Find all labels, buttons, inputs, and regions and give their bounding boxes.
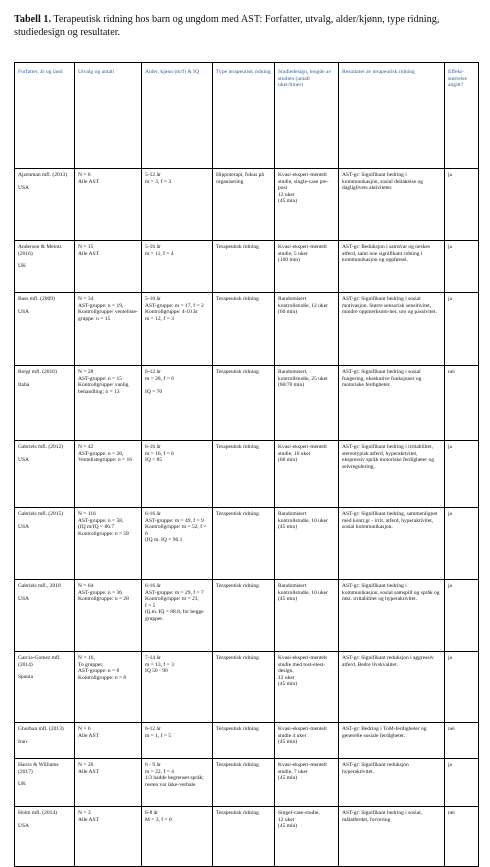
cell-results: AST-gr: Signifikant bedring i sosial, målatferder, forvering	[339, 807, 445, 867]
author-country: Spania	[18, 674, 33, 681]
cell-study-design: Kvasi-eksperi-mentelt studie, 10 uker (60 min)	[275, 441, 339, 508]
cell-effect-size: ja	[445, 508, 479, 580]
author-country: USA	[18, 523, 30, 530]
table-row	[15, 441, 479, 508]
cell-effect-size: ja	[445, 580, 479, 652]
cell-results: AST-gr: Signifikant bedring i kommunikasjon, sosial deltakelse og dagliglivets aktiviteter.	[339, 169, 445, 241]
cell-age-gender: 5-12 år m = 3, f = 3	[142, 169, 213, 241]
cell-riding-type: Terapeutisk ridning	[213, 441, 275, 508]
caption-label: Tabell 1.	[14, 14, 51, 25]
cell-author	[15, 580, 75, 652]
cell-riding-type: Terapeutisk ridning	[213, 241, 275, 293]
cell-author	[15, 441, 75, 508]
cell-riding-type: Hippoterapi, fokus på organisering	[213, 169, 275, 241]
cell-author	[15, 723, 75, 759]
cell-study-design: Kvasi-eksperi-mentelt studie med tost-etest-design, 12 uker (45 min)	[275, 652, 339, 723]
header-sample: Utvalg og antall	[75, 63, 142, 169]
author-country: UK	[18, 263, 26, 270]
cell-results: AST-gr: Signifikant reduksjon i aggressiv atferd. Bedre livskvalitet.	[339, 652, 445, 723]
cell-author	[15, 241, 75, 293]
cell-author	[15, 293, 75, 366]
cell-age-gender: 6 - 9 år m = 22, f = 4 1/3 hadde begrenset språk; resten var ikke-verbale	[142, 759, 213, 807]
author-country: UK	[18, 781, 26, 788]
cell-sample: N = 3 Alle AST	[75, 807, 142, 867]
cell-results: AST-gr: Signifikant bedring i kommunikasjon, sosial samspill og språk og mkt. irritabilitet og hyperaktivitet.	[339, 580, 445, 652]
cell-results: AST-gr: Signifikant reduksjon hyperaktivitet.	[339, 759, 445, 807]
cell-sample: N = 15 Alle AST	[75, 241, 142, 293]
cell-riding-type: Terapeutisk ridning	[213, 293, 275, 366]
cell-age-gender: 6-16 år m = 16, f = 6 IQ < 85	[142, 441, 213, 508]
author-name: Bass mfl. (2009)	[18, 296, 55, 302]
cell-results: AST-gr: Signifikant bedring i sosial fungering, eksekutive funksjoner og motoriske ferdigheter.	[339, 366, 445, 441]
header-author: Forfatter, år og land	[15, 63, 75, 169]
cell-study-design: Randomisert, kontrollstudie, 25 uker (60/70 min)	[275, 366, 339, 441]
author-name: Holm mfl. (2014)	[18, 810, 57, 816]
author-country: USA	[18, 822, 30, 829]
cell-study-design: Kvasi-eksperi-mentelt studie 4 uker (45 min)	[275, 723, 339, 759]
author-name: Gabriels mfl. (2012)	[18, 444, 64, 450]
cell-riding-type: Terapeutisk ridning	[213, 759, 275, 807]
cell-age-gender: 6-12 år m = 1, f = 5	[142, 723, 213, 759]
cell-study-design: Kvasi-eksperi-mentelt studie, single-case pre-post 12 uker (45 min)	[275, 169, 339, 241]
cell-results: AST-gr: Signifikant bedring i irritabilitet, stereotypisk atferd, hyperaktivitet, ekspressiv språk motoriske ferdigheter og selvregulering.	[339, 441, 445, 508]
table-row	[15, 508, 479, 580]
cell-effect-size: nei	[445, 366, 479, 441]
table-row	[15, 807, 479, 867]
cell-effect-size: ja	[445, 241, 479, 293]
cell-author	[15, 652, 75, 723]
header-study-design: Studiedesign, lengde av studien (antall uker/timer)	[275, 63, 339, 169]
author-name: Garcia-Gomez mfl. (2014)	[18, 655, 61, 668]
cell-effect-size: ja	[445, 441, 479, 508]
cell-results: AST-gr: Reduksjon i samsvar og neskes atferd, samt noe signifikant ridning i kommunikasjon og oppførsel.	[339, 241, 445, 293]
cell-age-gender: 6-8 år M = 3, f = 0	[142, 807, 213, 867]
cell-sample: N = 42 AST-gruppe: n = 26, Ventelistegruppe: n = 16	[75, 441, 142, 508]
results-table	[14, 62, 479, 867]
table-caption	[14, 14, 474, 39]
table-row	[15, 241, 479, 293]
cell-riding-type: Terapeutisk ridning	[213, 807, 275, 867]
author-country: USA	[18, 595, 30, 602]
author-name: Borgi mfl. (2016)	[18, 369, 57, 375]
cell-author	[15, 759, 75, 807]
cell-age-gender: 6-12 år m = 28, f = 0 IQ = 70	[142, 366, 213, 441]
cell-sample: N = 6 Alle AST	[75, 169, 142, 241]
cell-effect-size: ja	[445, 759, 479, 807]
cell-riding-type: Terapeutisk ridning	[213, 366, 275, 441]
cell-effect-size: ja	[445, 652, 479, 723]
cell-age-gender: 6-16 år AST-gruppe: m = 29, f = 7 Kontrollgruppe: m = 23, f = 5 (Ij.m. IQ = 88.8, for begge grupper.	[142, 580, 213, 652]
author-name: Anderson & Meints (2016)	[18, 244, 62, 257]
table-row	[15, 652, 479, 723]
cell-sample: N = 64 AST-gruppe: n = 36 Kontrollgruppe: n = 28	[75, 580, 142, 652]
cell-riding-type: Terapeutisk ridning	[213, 508, 275, 580]
cell-author	[15, 807, 75, 867]
cell-study-design: Randomisert kontrollstudie, 10 uker (45 min)	[275, 508, 339, 580]
cell-riding-type: Terapeutisk ridning	[213, 580, 275, 652]
cell-sample: N = 6 Alle AST	[75, 723, 142, 759]
cell-study-design: Kvasi-eksperi-mentelt studie, 5 uker (100 min)	[275, 241, 339, 293]
cell-riding-type: Terapeutisk ridning	[213, 723, 275, 759]
author-country: Iran	[18, 738, 27, 745]
author-country: USA	[18, 184, 30, 191]
cell-age-gender: 5-16 år m = 11, f = 4	[142, 241, 213, 293]
cell-study-design: Kvasi-eksperi-mentelt studie, 7 uker (45 min)	[275, 759, 339, 807]
author-name: Gabriels mfl. (2015)	[18, 511, 64, 517]
table-row	[15, 366, 479, 441]
cell-effect-size: nei	[445, 723, 479, 759]
author-name: Gabriels mfl., 2018	[18, 583, 61, 589]
header-age-gender: Alder, kjønn (m/f) & IQ	[142, 63, 213, 169]
table-header-row	[15, 63, 479, 169]
cell-sample: N = 26 Alle AST	[75, 759, 142, 807]
author-country: Italia	[18, 381, 30, 388]
cell-age-gender: 7-14 år m = 13, f = 3 IQ 50 - 90	[142, 652, 213, 723]
cell-sample: N = 28 AST-gruppe: n = 15 Kontrollgruppe/ vanlig behandling: n = 13	[75, 366, 142, 441]
caption-text: Terapeutisk ridning hos barn og ungdom med AST: Forfatter, utvalg, alder/kjønn, type ridning, studiedesign og resultater.	[14, 14, 440, 38]
cell-author	[15, 508, 75, 580]
cell-results: AST-gr: Signifikant bedring, sammenlignet med kontr.gr - irrit. atferd, hyperaktivitet, sosial kommunikasjon.	[339, 508, 445, 580]
author-name: Ghorban mfl. (2013)	[18, 726, 64, 732]
cell-age-gender: 5-10 år AST-gruppe: m = 17, f = 2 Kontrollgruppe: 4-10 år m = 12, f = 3	[142, 293, 213, 366]
cell-study-design: Randomisert kontrollstudie, 10 uker (45 min)	[275, 580, 339, 652]
table-row	[15, 293, 479, 366]
cell-sample: N = 34 AST-gruppe: n = 19, Kontrollgruppe/ venteliste-gruppe: n = 15	[75, 293, 142, 366]
table-row	[15, 759, 479, 807]
cell-sample: N = 116 AST-gruppe: n = 58, (IQ m/IQ = 86.7 Kontrollgruppe: n = 58	[75, 508, 142, 580]
header-effect-size: Effekt-størrelse angitt?	[445, 63, 479, 169]
cell-author	[15, 169, 75, 241]
table-row	[15, 169, 479, 241]
cell-effect-size: nei	[445, 807, 479, 867]
cell-author	[15, 366, 75, 441]
cell-effect-size: ja	[445, 293, 479, 366]
table-row	[15, 723, 479, 759]
header-riding-type: Type terapeutisk ridning	[213, 63, 275, 169]
cell-results: AST-gr: Bedring i ToM-ferdigheter og generelle sosiale ferdigheter.	[339, 723, 445, 759]
cell-sample: N = 16, To grupper, AST-gruppe: n = 8 Kontrollgruppe: n = 8	[75, 652, 142, 723]
author-name: Harris & Williams (2017)	[18, 762, 59, 775]
cell-effect-size: ja	[445, 169, 479, 241]
cell-riding-type: Terapeutisk ridning	[213, 652, 275, 723]
cell-study-design: Singel-case-studie, 12 uker (45 min)	[275, 807, 339, 867]
cell-age-gender: 6-16 år AST-gruppe: m = 49, f = 9 Kontrollgruppe: m = 52, f = 6 (IQ m. IQ = 96.1	[142, 508, 213, 580]
header-results: Resultater av terapeutisk ridning	[339, 63, 445, 169]
cell-study-design: Randomisert kontrollstudie, 12 uker (60 min)	[275, 293, 339, 366]
author-country: USA	[18, 308, 30, 315]
author-name: Ajzenman mfl. (2013)	[18, 172, 68, 178]
author-country: USA	[18, 456, 30, 463]
cell-results: AST-gr: Signifikant bedring i sosial motivasjon. Større sensorisk sensitivitet, mindre oppmerksom-het, uro og passivitet.	[339, 293, 445, 366]
table-row	[15, 580, 479, 652]
